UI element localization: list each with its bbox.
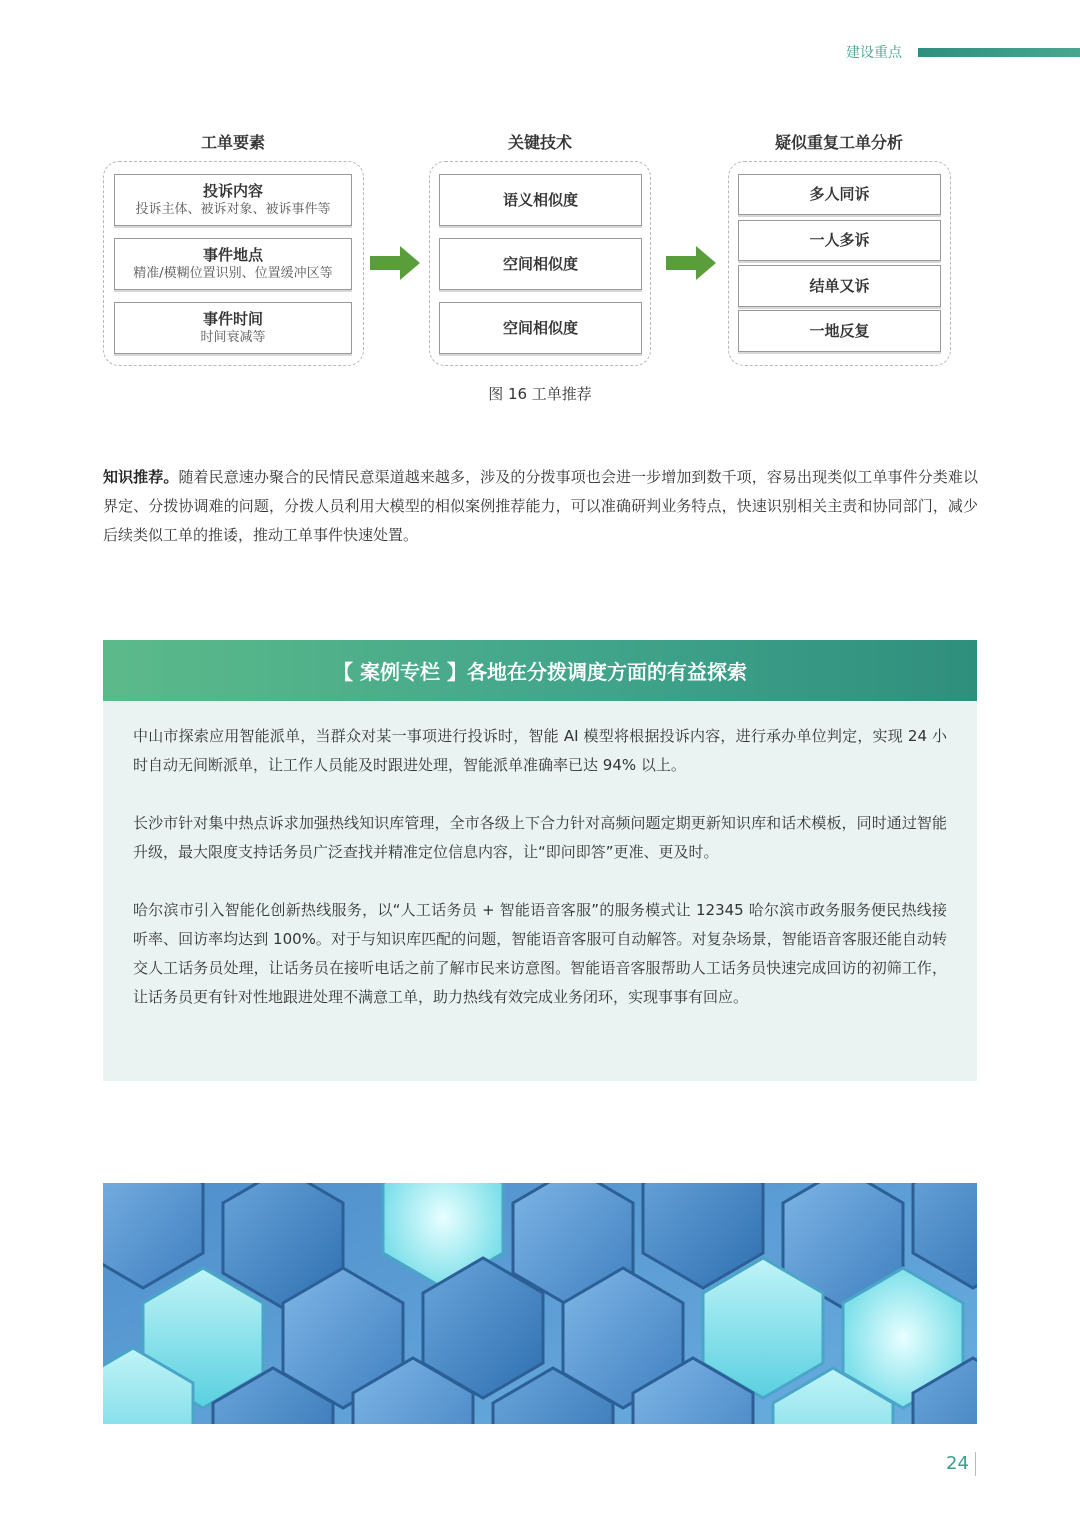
case-paragraph-harbin: 哈尔滨市引入智能化创新热线服务，以“人工话务员 + 智能语音客服”的服务模式让 12345 哈尔滨市政务服务便民热线接听率、回访率均达到 100%。对于与知识库匹配的问题，智能语音客服可自动解答。对复杂场景，智能语音客服还能自动转交人工话务员处理，让话务员在接听电话之前了解市民来访意图。智能语音客服帮助人工话务员快速完成回访的初筛工作，让话务员更有针对性地跟进处理不满意工单，助力热线有效完成业务闭环，实现事事有回应。 [133, 901, 947, 1006]
right-arrow-icon [666, 246, 716, 280]
box-title: 结单又诉 [809, 276, 870, 295]
paragraph-lead: 知识推荐。 [103, 468, 179, 486]
box-one-person-multi-complaint [738, 220, 941, 261]
box-event-location [114, 238, 352, 290]
box-same-place-repeated [738, 310, 941, 352]
box-spatial-similarity [439, 238, 642, 290]
knowledge-paragraph [103, 463, 978, 550]
paragraph-text: 随着民意速办聚合的民情民意渠道越来越多，涉及的分拨事项也会进一步增加到数千项，容易出现类似工单事件分类难以界定、分拨协调难的问题，分拨人员利用大模型的相似案例推荐能力，可以准确研判业务特点，快速识别相关主责和协同部门，减少后续类似工单的推诿，推动工单事件快速处置。 [103, 468, 978, 544]
section-label: 建设重点 [846, 45, 902, 61]
box-title: 事件时间 [202, 310, 263, 328]
header-accent-bar [918, 48, 1080, 57]
box-title: 语义相似度 [502, 190, 578, 209]
case-paragraph-changsha: 长沙市针对集中热点诉求加强热线知识库管理，全市各级上下合力针对高频问题定期更新知识库和话术模板，同时通过智能升级，最大限度支持话务员广泛查找并精准定位信息内容，让“即问即答”更准、更及时。 [133, 814, 947, 861]
box-spatial-similarity-2 [439, 302, 642, 354]
box-title: 一人多诉 [809, 231, 870, 249]
case-column-body [103, 701, 977, 1081]
right-arrow-icon [370, 246, 420, 280]
column-title-analysis: 疑似重复工单分析 [774, 133, 903, 152]
box-subtitle: 时间衰减等 [200, 330, 266, 345]
box-title: 一地反复 [809, 321, 870, 340]
box-semantic-similarity [439, 174, 642, 226]
box-closed-then-complained [738, 265, 941, 307]
group-key-technology [429, 161, 651, 366]
case-column-heading: 【 案例专栏 】各地在分拨调度方面的有益探索 [103, 640, 977, 701]
hexagon-decorative-image [103, 1183, 977, 1424]
box-complaint-content [114, 174, 352, 226]
column-title-elements: 工单要素 [200, 133, 265, 152]
box-title: 空间相似度 [502, 318, 578, 337]
group-work-order-elements [103, 161, 364, 366]
box-title: 投诉内容 [202, 182, 263, 200]
box-multi-person-same-complaint [738, 174, 941, 215]
box-title: 多人同诉 [809, 185, 870, 203]
page-number-divider [975, 1452, 976, 1476]
box-subtitle: 投诉主体、被诉对象、被诉事件等 [135, 202, 331, 217]
case-paragraph-zhongshan: 中山市探索应用智能派单，当群众对某一事项进行投诉时，智能 AI 模型将根据投诉内容，进行承办单位判定，实现 24 小时自动无间断派单，让工作人员能及时跟进处理，智能派单准确率已达 94% 以上。 [133, 727, 947, 774]
box-title: 空间相似度 [502, 254, 578, 273]
figure-caption: 图 16 工单推荐 [488, 385, 592, 403]
box-event-time [114, 302, 352, 354]
box-subtitle: 精准/模糊位置识别、位置缓冲区等 [133, 266, 333, 281]
group-duplicate-analysis [728, 161, 951, 366]
column-title-technology: 关键技术 [507, 133, 572, 152]
page-number: 24 [946, 1453, 969, 1474]
box-title: 事件地点 [202, 246, 263, 264]
hexagon-pattern-graphic [103, 1183, 977, 1424]
